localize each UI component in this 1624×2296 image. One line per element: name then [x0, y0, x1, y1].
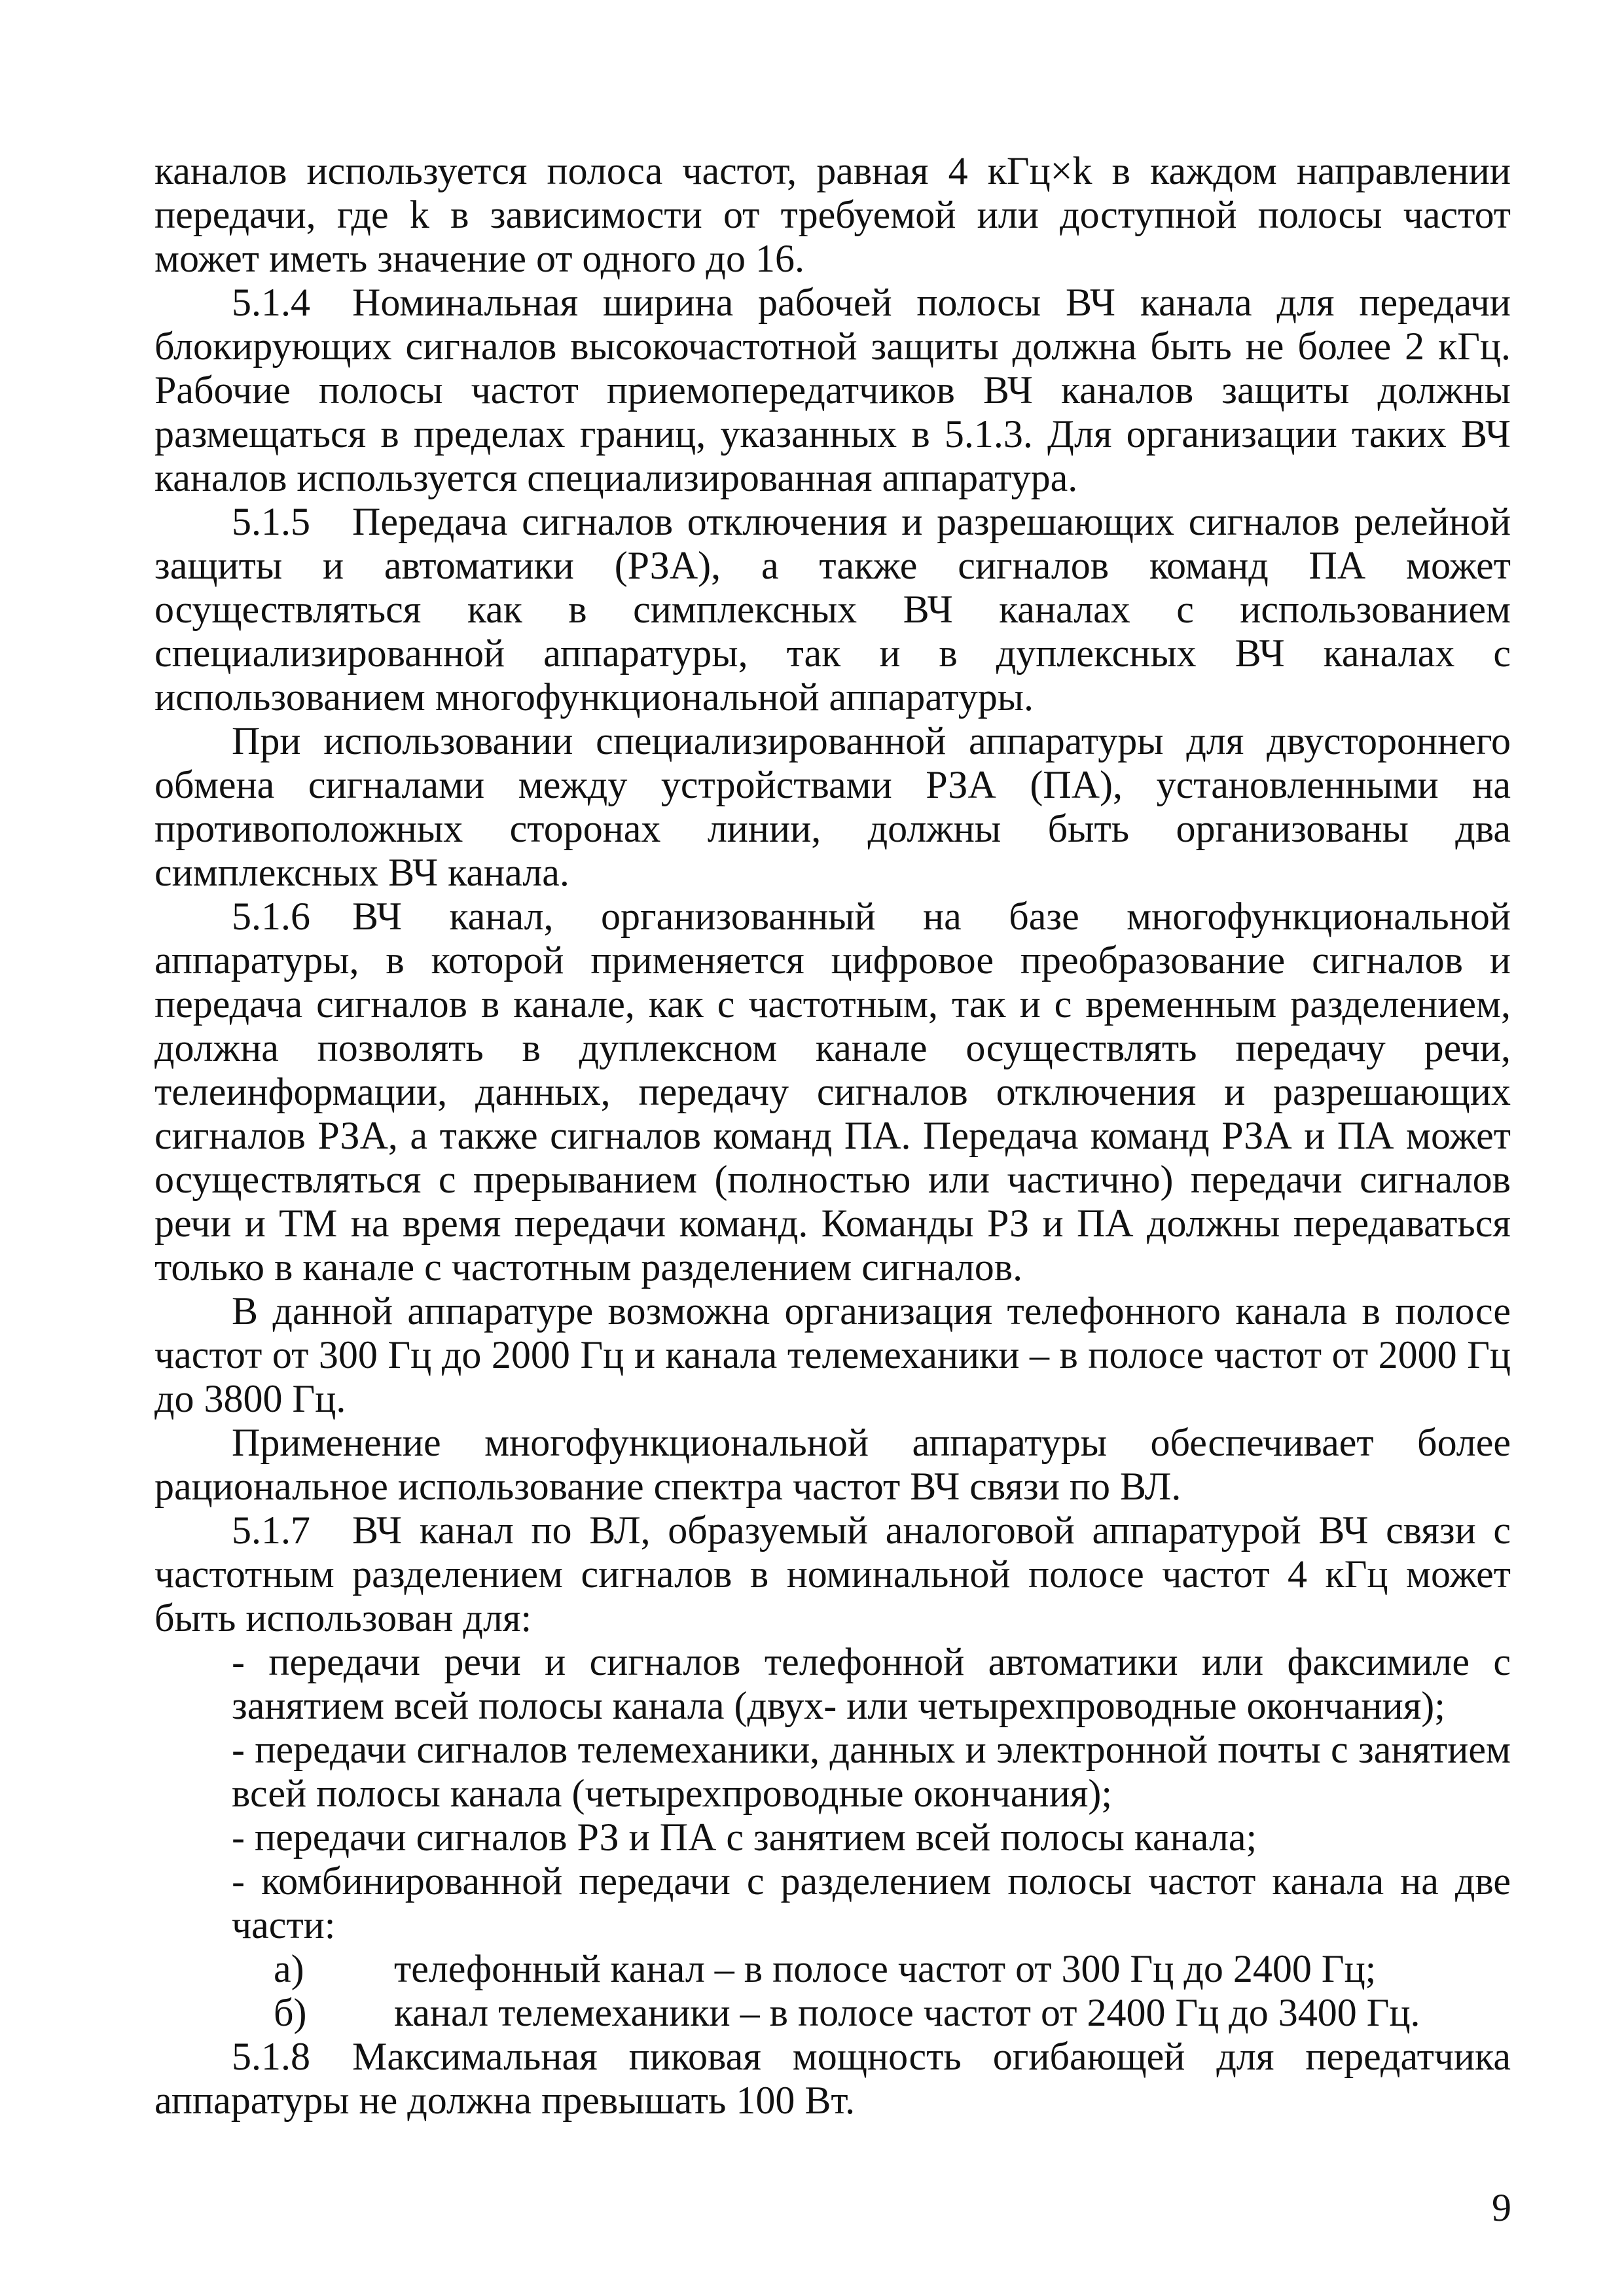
sub-item-text: канал телемеханики – в полосе частот от 2400 Гц до 3400 Гц. [394, 1991, 1420, 2034]
paragraph-multifunctional: Применение многофункциональной аппаратуры обеспечивает более рациональное использование спектра частот ВЧ связи по ВЛ. [154, 1421, 1511, 1508]
clause-number: 5.1.4 [232, 281, 310, 324]
list-item: - передачи речи и сигналов телефонной автоматики или факсимиле с занятием всей полосы канала (двух- или четырехпроводные окончания); [232, 1640, 1511, 1727]
body-text [154, 149, 1511, 2123]
paragraph-5-1-5: 5.1.5 Передача сигналов отключения и разрешающих сигналов релейной защиты и автоматики (РЗА), а также сигналов команд ПА может осуществляться как в симплексных ВЧ каналах с использованием специализированной аппаратуры, так и в дуплексных ВЧ каналах с использованием многофункциональной аппаратуры. [154, 500, 1511, 719]
sub-list-item [154, 1991, 1511, 2035]
paragraph-specialized-equipment: При использовании специализированной аппаратуры для двустороннего обмена сигналами между устройствами РЗА (ПА), установленными на противоположных сторонах линии, должны быть организованы два симплексных ВЧ канала. [154, 719, 1511, 894]
page-number: 9 [1492, 2186, 1511, 2229]
clause-number: 5.1.7 [232, 1509, 310, 1552]
paragraph-5-1-4: 5.1.4 Номинальная ширина рабочей полосы ВЧ канала для передачи блокирующих сигналов высокочастотной защиты должна быть не более 2 кГц. Рабочие полосы частот приемопередатчиков ВЧ каналов защиты должны размещаться в пределах границ, указанных в 5.1.3. Для организации таких ВЧ каналов используется специализированная аппаратура. [154, 281, 1511, 499]
paragraph-5-1-8: 5.1.8 Максимальная пиковая мощность огибающей для передатчика аппаратуры не должна превышать 100 Вт. [154, 2035, 1511, 2122]
clause-number: 5.1.6 [232, 895, 310, 938]
paragraph-5-1-6: 5.1.6 ВЧ канал, организованный на базе многофункциональной аппаратуры, в которой применяется цифровое преобразование сигналов и передача сигналов в канале, как с частотным, так и с временным разделением, должна позволять в дуплексном канале осуществлять передачу речи, телеинформации, данных, передачу сигналов отключения и разрешающих сигналов РЗА, а также сигналов команд ПА. Передача команд РЗА и ПА может осуществляться с прерыванием (полностью или частично) передачи сигналов речи и ТМ на время передачи команд. Команды РЗ и ПА должны передаваться только в канале с частотным разделением сигналов. [154, 895, 1511, 1289]
list-item: - передачи сигналов телемеханики, данных и электронной почты с занятием всей полосы канала (четырехпроводные окончания); [232, 1728, 1511, 1815]
sub-item-text: телефонный канал – в полосе частот от 300 Гц до 2400 Гц; [394, 1947, 1377, 1990]
sub-item-marker: б) [274, 1991, 307, 2034]
clause-number: 5.1.5 [232, 500, 310, 543]
list-item: - комбинированной передачи с разделением полосы частот канала на две части: [232, 1859, 1511, 1946]
sub-list-item [154, 1947, 1511, 1991]
paragraph-5-1-7: 5.1.7 ВЧ канал по ВЛ, образуемый аналоговой аппаратурой ВЧ связи с частотным разделением сигналов в номинальной полосе частот 4 кГц может быть использован для: [154, 1509, 1511, 1640]
paragraph-continuation: каналов используется полоса частот, равная 4 кГц×k в каждом направлении передачи, где k в зависимости от требуемой или доступной полосы частот может иметь значение от одного до 16. [154, 149, 1511, 280]
paragraph-telephone-channel: В данной аппаратуре возможна организация телефонного канала в полосе частот от 300 Гц до 2000 Гц и канала телемеханики – в полосе частот от 2000 Гц до 3800 Гц. [154, 1289, 1511, 1420]
sub-item-marker: а) [274, 1947, 304, 1990]
clause-number: 5.1.8 [232, 2035, 310, 2078]
list-item: - передачи сигналов РЗ и ПА с занятием всей полосы канала; [232, 1816, 1257, 1859]
